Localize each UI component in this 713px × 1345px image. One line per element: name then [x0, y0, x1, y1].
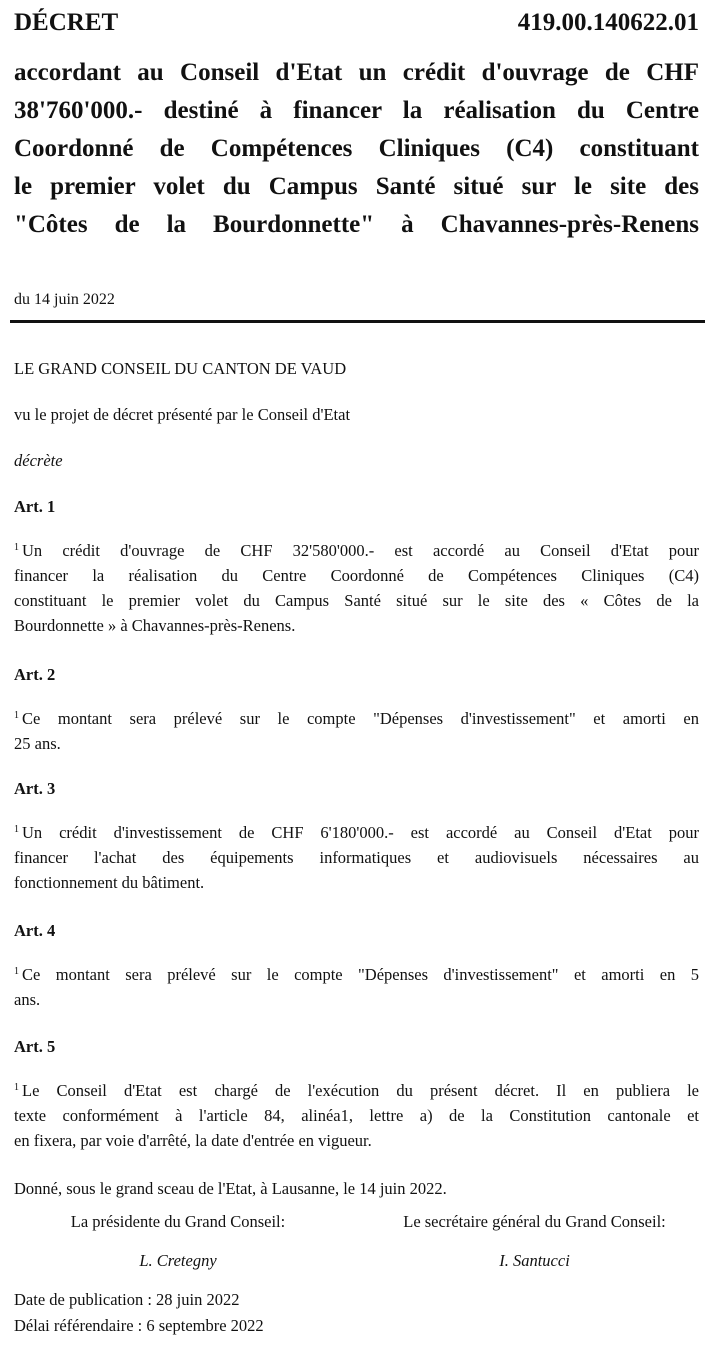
title-line: le premier volet du Campus Santé situé sur le site des	[14, 173, 699, 200]
article-4-body: $^1$ Ce montant sera prélevé sur le compte "Dépenses d'investissement" et amorti en 5 ans.	[14, 965, 699, 1009]
left-signatory-role: La présidente du Grand Conseil:	[70, 1212, 286, 1231]
article-5-body: $^1$ Le Conseil d'Etat est chargé de l'exécution du présent décret. Il en publiera le texte conformément à l'article 84, alinéa1, lettre a) de la Constitution cantonale et en fixera, par voie d'arrêté, la date d'entrée en vigueur.	[14, 1081, 699, 1150]
given-statement: Donné, sous le grand sceau de l'Etat, à Lausanne, le 14 juin 2022.	[14, 1179, 447, 1198]
decree-word: décrète	[14, 451, 63, 470]
article-3-body: $^1$ Un crédit d'investissement de CHF 6'180'000.- est accordé au Conseil d'Etat pour financer l'achat des équipements informatiques et audiovisuels nécessaires au fonctionnement du bâtiment.	[14, 823, 699, 892]
article-5-title: Art. 5	[14, 1037, 56, 1056]
right-signatory-role: Le secrétaire général du Grand Conseil:	[403, 1212, 666, 1231]
document-type: DÉCRET	[14, 9, 119, 36]
paragraph-number: 1	[14, 709, 19, 721]
article-1-title: Art. 1	[14, 497, 56, 516]
preamble: vu le projet de décret présenté par le Conseil d'Etat	[14, 405, 351, 424]
header-divider	[10, 320, 705, 323]
referendum-deadline: Délai référendaire : 6 septembre 2022	[14, 1316, 264, 1335]
right-signatory-name: I. Santucci	[499, 1251, 570, 1270]
title-line: accordant au Conseil d'Etat un crédit d'ouvrage de CHF	[14, 59, 699, 86]
decree-date: du 14 juin 2022	[14, 291, 115, 308]
paragraph-number: 1	[14, 1081, 19, 1093]
authority-line: LE GRAND CONSEIL DU CANTON DE VAUD	[14, 359, 347, 378]
decree-title	[14, 54, 699, 244]
title-line: Coordonné de Compétences Cliniques (C4) constituant	[14, 135, 699, 162]
paragraph-number: 1	[14, 823, 19, 835]
article-1-body: $^1$ Un crédit d'ouvrage de CHF 32'580'000.- est accordé au Conseil d'Etat pour financer la réalisation du Centre Coordonné de Compétences Cliniques (C4) constituant le premier volet du Campus Santé situé sur le site des « Côtes de la Bourdonnette » à Chavannes-près-Renens.	[14, 541, 699, 635]
paragraph-number: 1	[14, 965, 19, 977]
document-header	[14, 6, 699, 40]
title-line: "Côtes de la Bourdonnette" à Chavannes-près-Renens	[14, 211, 699, 238]
document-number: 419.00.140622.01	[517, 9, 699, 36]
title-line: 38'760'000.- destiné à financer la réalisation du Centre	[14, 97, 699, 124]
left-signatory-name: L. Cretegny	[139, 1251, 217, 1270]
article-2-body: $^1$ Ce montant sera prélevé sur le compte "Dépenses d'investissement" et amorti en 25 ans.	[14, 709, 699, 753]
article-4-title: Art. 4	[14, 921, 56, 940]
article-2-title: Art. 2	[14, 665, 56, 684]
article-3-title: Art. 3	[14, 779, 56, 798]
paragraph-number: 1	[14, 541, 19, 553]
publication-date: Date de publication : 28 juin 2022	[14, 1290, 240, 1309]
